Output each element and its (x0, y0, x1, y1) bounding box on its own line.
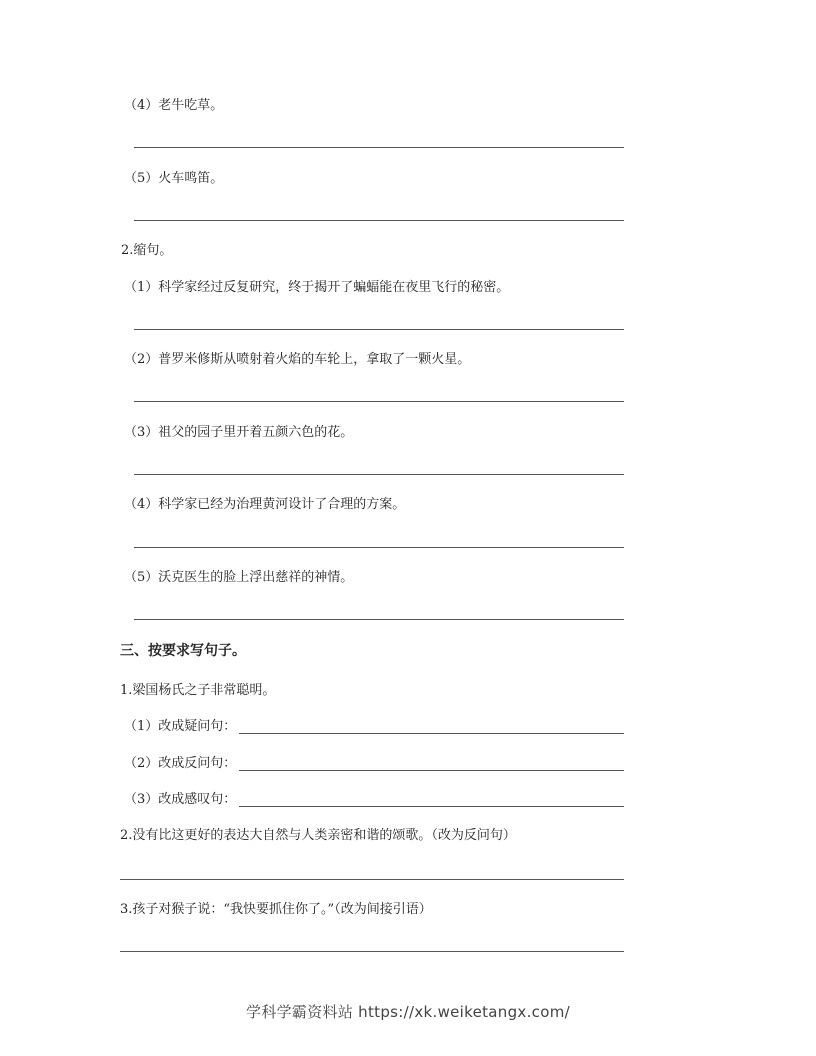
answer-line[interactable] (134, 474, 624, 475)
answer-line[interactable] (120, 879, 624, 880)
question-item: （2）普罗米修斯从喷射着火焰的车轮上，拿取了一颗火星。 (124, 352, 471, 367)
answer-line[interactable] (134, 619, 624, 620)
question-text: 1.梁国杨氏之子非常聪明。 (120, 683, 276, 698)
answer-line[interactable] (120, 951, 624, 952)
question-item: （1）科学家经过反复研究，终于揭开了蝙蝠能在夜里飞行的秘密。 (124, 280, 510, 295)
answer-line[interactable] (134, 401, 624, 402)
answer-line[interactable] (134, 329, 624, 330)
answer-line[interactable] (239, 733, 624, 734)
section-title: 2.缩句。 (121, 243, 173, 258)
footer-watermark: 学科学霸资料站 https://xk.weiketangx.com/ (246, 1003, 570, 1021)
question-item: （3）祖父的园子里开着五颜六色的花。 (124, 425, 354, 440)
question-text: 3.孩子对猴子说：“我快要抓住你了。”（改为间接引语） (120, 902, 432, 917)
sub-question-label: （1）改成疑问句： (124, 719, 237, 734)
section-heading: 三、按要求写句子。 (120, 643, 246, 659)
question-item: （4）老牛吃草。 (124, 98, 224, 113)
answer-line[interactable] (239, 770, 624, 771)
answer-line[interactable] (239, 806, 624, 807)
answer-line[interactable] (134, 547, 624, 548)
answer-line[interactable] (134, 147, 624, 148)
question-text: 2.没有比这更好的表达大自然与人类亲密和谐的颂歌。（改为反问句） (120, 828, 516, 843)
question-item: （5）火车鸣笛。 (124, 171, 224, 186)
sub-question-label: （2）改成反问句： (124, 756, 237, 771)
sub-question-label: （3）改成感叹句： (124, 792, 237, 807)
question-item: （5）沃克医生的脸上浮出慈祥的神情。 (124, 570, 354, 585)
answer-line[interactable] (134, 220, 624, 221)
question-item: （4）科学家已经为治理黄河设计了合理的方案。 (124, 497, 406, 512)
